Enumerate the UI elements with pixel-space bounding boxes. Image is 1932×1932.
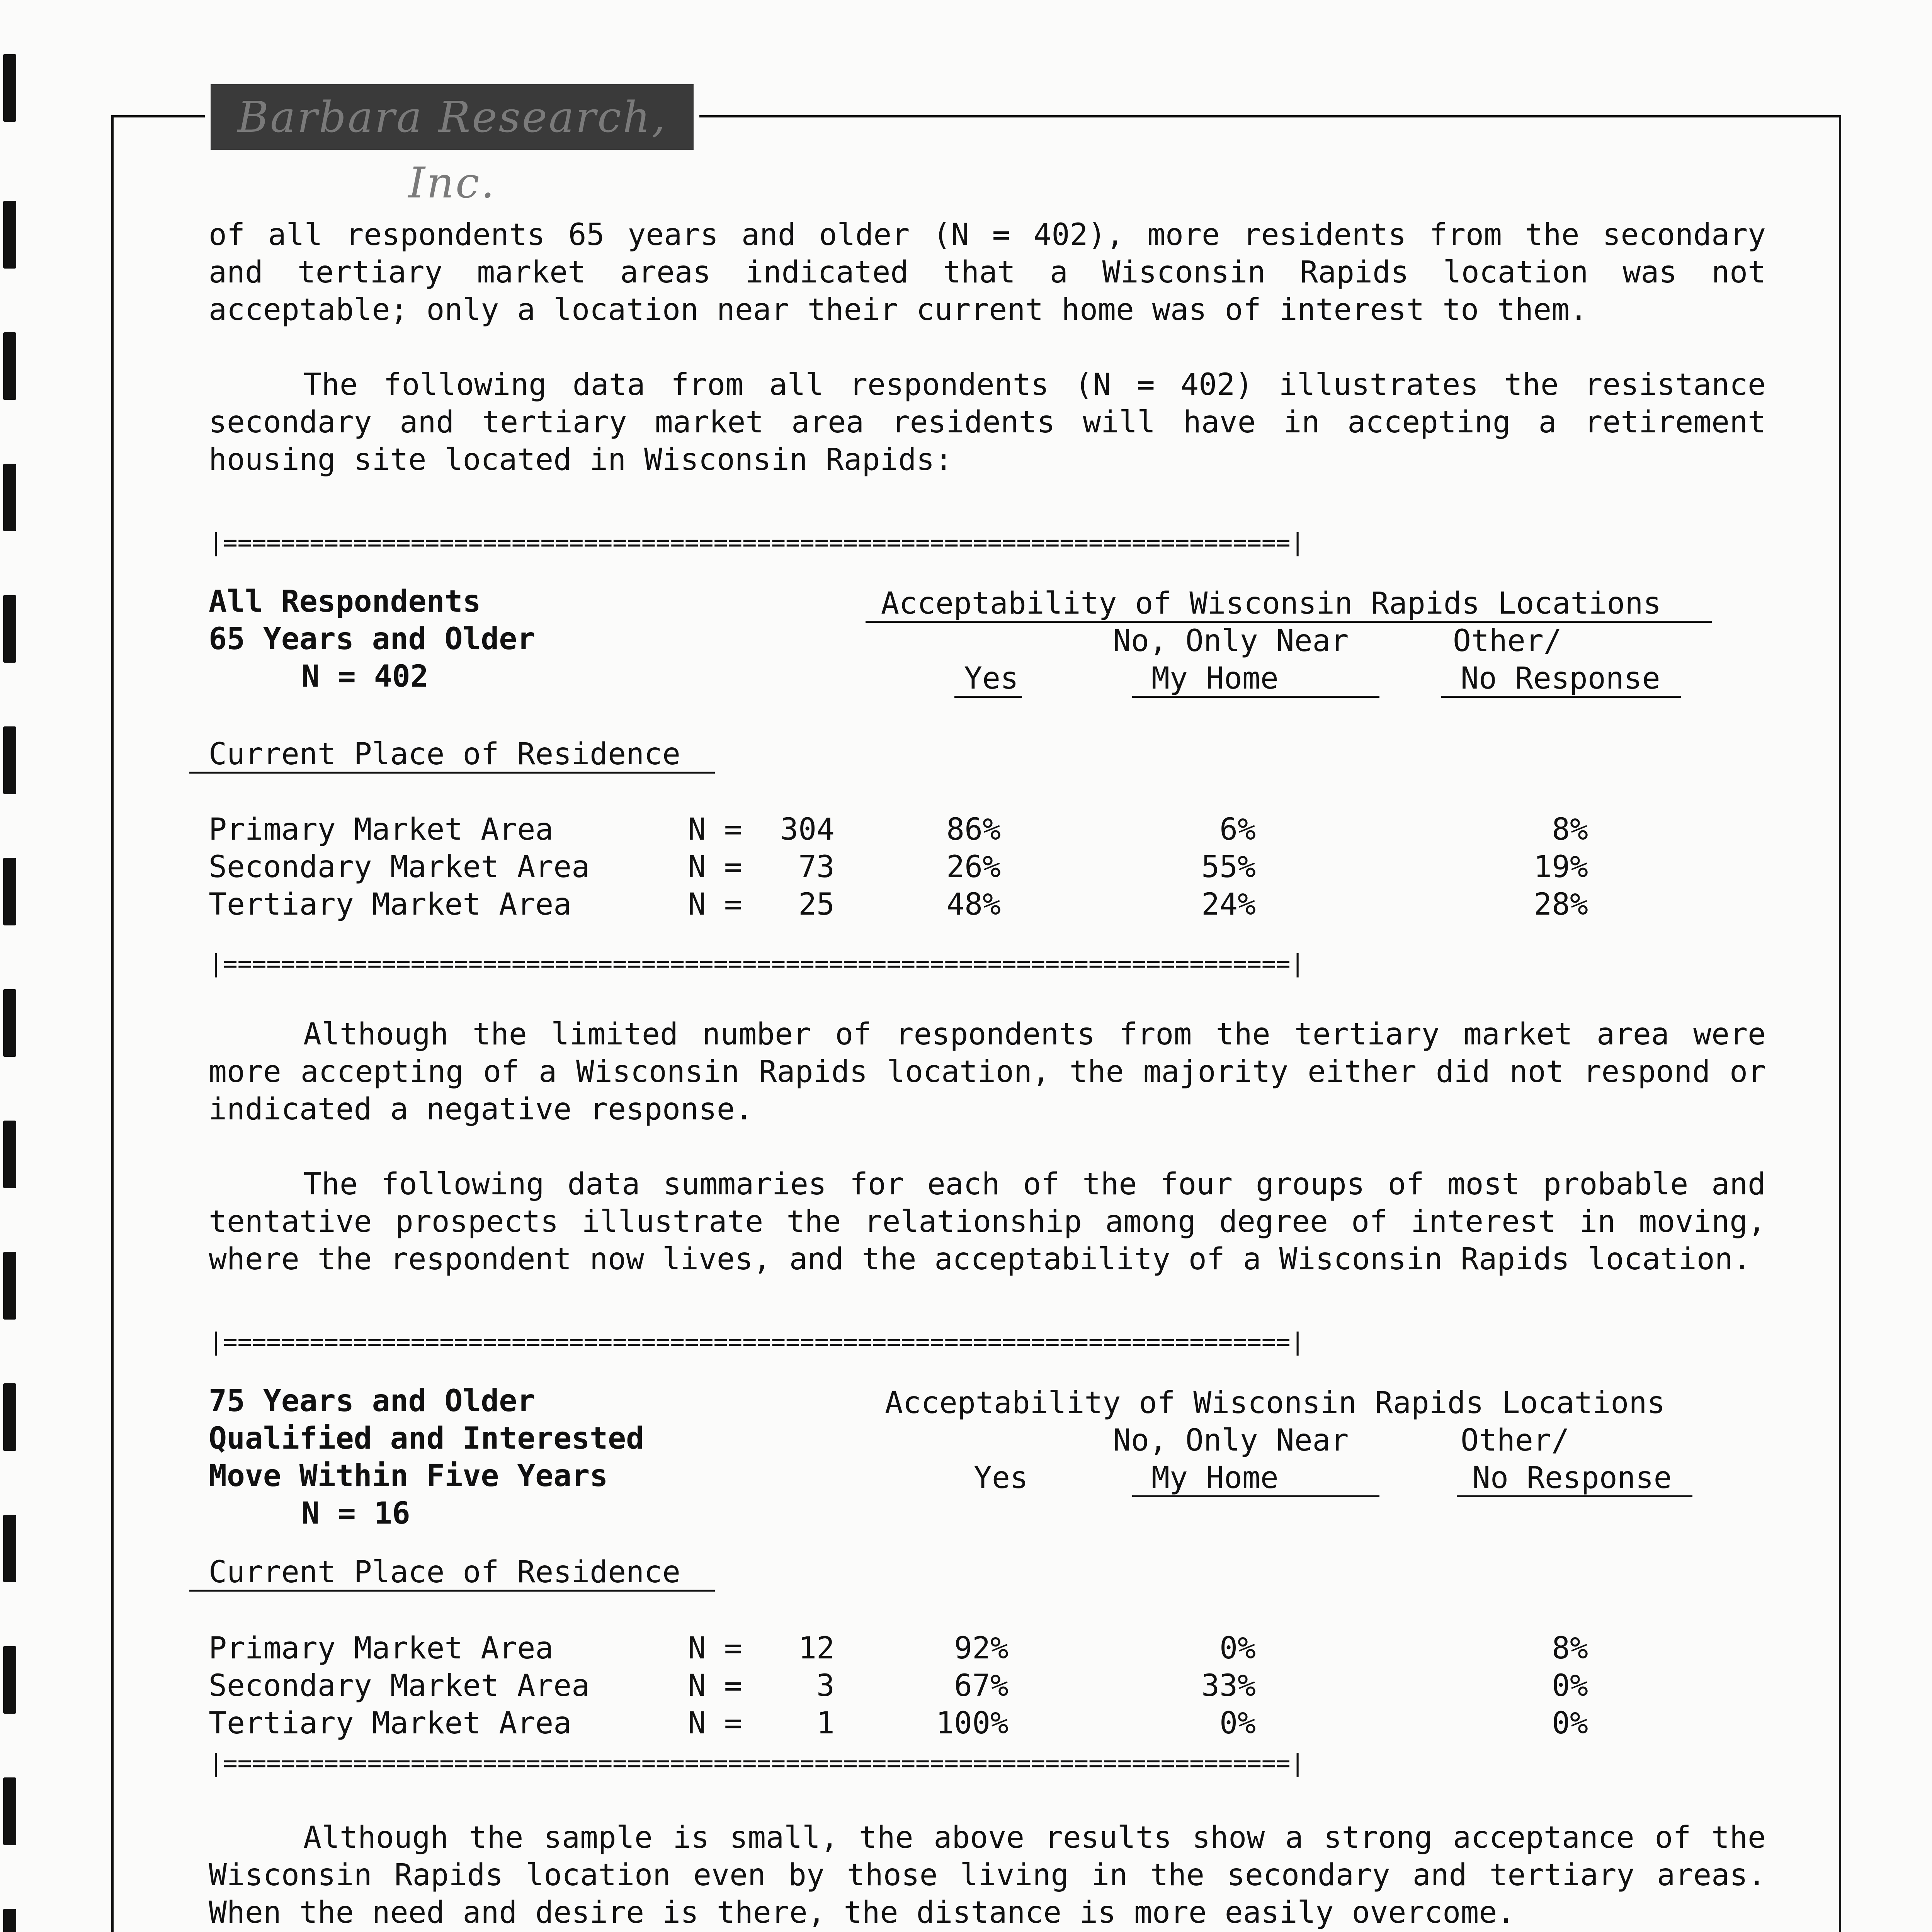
table1-row-n: 25	[798, 887, 835, 922]
table1-col-other-line2: No Response	[1461, 661, 1660, 696]
table2-title-line: Move Within Five Years	[209, 1459, 608, 1493]
table1-row-yes: 86%	[946, 812, 1001, 847]
row-header-underline	[189, 1590, 715, 1592]
binder-hole	[3, 332, 16, 400]
table2-row-yes: 67%	[954, 1668, 1009, 1703]
table2-row-area: Primary Market Area	[209, 1631, 554, 1666]
table2-col-other-line2: No Response	[1472, 1461, 1672, 1495]
table2-col-no-line2: My Home	[1151, 1461, 1279, 1495]
row-header-underline	[189, 772, 715, 774]
binder-hole	[3, 1515, 16, 1582]
table1-row-area: Secondary Market Area	[209, 850, 590, 884]
paragraph-1: of all respondents 65 years and older (N = 402), more residents from the secondary and tertiary market areas indicated that a Wisconsin Rapids location was not acceptable; only a location near their current home was of interest to them.	[209, 218, 1766, 327]
binder-hole	[3, 1121, 16, 1188]
binder-hole	[3, 1383, 16, 1451]
binder-hole	[3, 858, 16, 925]
binder-hole	[3, 1252, 16, 1320]
col-no-underline	[1132, 696, 1379, 698]
table2-col-other-line1: Other/	[1461, 1423, 1570, 1458]
table2-row-no: 0%	[1219, 1631, 1256, 1666]
table1-col-yes: Yes	[964, 661, 1019, 696]
company-logo: Barbara Research, Inc.	[211, 84, 694, 150]
table1-row-no: 24%	[1201, 887, 1256, 922]
table2-row-area: Tertiary Market Area	[209, 1706, 572, 1741]
table1-row-yes: 48%	[946, 887, 1001, 922]
table2-row-n: 12	[798, 1631, 835, 1666]
table-separator: |==========================================================================|	[209, 1328, 1305, 1356]
binder-holes	[3, 54, 19, 1932]
table-all-respondents	[209, 560, 1766, 966]
binder-hole	[3, 1777, 16, 1845]
table-75-and-older	[209, 1359, 1766, 1804]
table2-row-n: 1	[816, 1706, 835, 1741]
table1-row-no: 6%	[1219, 812, 1256, 847]
table2-row-n-label: N =	[688, 1631, 742, 1666]
table2-row-header: Current Place of Residence	[209, 1555, 680, 1590]
table1-row-yes: 26%	[946, 850, 1001, 884]
table2-row-no: 0%	[1219, 1706, 1256, 1741]
table2-row-n-label: N =	[688, 1668, 742, 1703]
table-separator: |==========================================================================|	[209, 949, 1305, 978]
table1-col-other-line1: Other/	[1453, 624, 1562, 658]
col-yes-underline	[954, 696, 1022, 698]
table2-row-yes: 92%	[954, 1631, 1009, 1666]
table2-row-other: 0%	[1552, 1668, 1588, 1703]
table1-group-header: Acceptability of Wisconsin Rapids Locations	[881, 586, 1662, 621]
col-other-underline	[1441, 696, 1681, 698]
table1-row-n: 73	[798, 850, 835, 884]
binder-hole	[3, 201, 16, 269]
table2-title-line: N = 16	[301, 1496, 410, 1531]
table2-row-n: 3	[816, 1668, 835, 1703]
table2-title-line: 75 Years and Older	[209, 1384, 536, 1418]
table1-row-area: Primary Market Area	[209, 812, 554, 847]
paragraph-2: The following data from all respondents (N = 402) illustrates the resistance secondary and tertiary market area residents will have in accepting a retirement housing site located in Wisconsin Rapids:	[209, 367, 1766, 477]
binder-hole	[3, 989, 16, 1057]
table1-row-header: Current Place of Residence	[209, 737, 680, 772]
table1-row-area: Tertiary Market Area	[209, 887, 572, 922]
table2-title-line: Qualified and Interested	[209, 1421, 645, 1456]
table2-row-no: 33%	[1201, 1668, 1256, 1703]
table1-row-n-label: N =	[688, 887, 742, 922]
table2-col-yes: Yes	[974, 1461, 1028, 1495]
table1-row-other: 19%	[1534, 850, 1588, 884]
table2-row-n-label: N =	[688, 1706, 742, 1741]
table1-col-no-line1: No, Only Near	[1113, 624, 1349, 658]
paragraph-3: Although the limited number of respondents from the tertiary market area were more accepting of a Wisconsin Rapids location, the majority either did not respond or indicated a negative response.	[209, 1017, 1766, 1127]
table1-row-other: 8%	[1552, 812, 1588, 847]
table1-row-other: 28%	[1534, 887, 1588, 922]
table1-col-no-line2: My Home	[1151, 661, 1279, 696]
table1-row-n-label: N =	[688, 812, 742, 847]
table1-title-line: N = 402	[301, 659, 429, 694]
table2-row-other: 8%	[1552, 1631, 1588, 1666]
table1-row-n: 304	[780, 812, 835, 847]
binder-hole	[3, 726, 16, 794]
table-separator: |==========================================================================|	[209, 1749, 1305, 1777]
binder-hole	[3, 1909, 16, 1932]
table1-title-line: All Respondents	[209, 584, 481, 619]
paragraph-5: Although the sample is small, the above results show a strong acceptance of the Wisconsin Rapids location even by those living in the secondary and tertiary areas. When the need and desire is there, the distance is more easily overcome.	[209, 1820, 1766, 1930]
table1-row-no: 55%	[1201, 850, 1256, 884]
page-content	[209, 216, 1766, 1932]
table2-row-yes: 100%	[936, 1706, 1009, 1741]
table1-title-line: 65 Years and Older	[209, 622, 536, 656]
col-no-underline	[1132, 1495, 1379, 1497]
binder-hole	[3, 595, 16, 663]
table1-row-n-label: N =	[688, 850, 742, 884]
col-other-underline	[1457, 1495, 1692, 1497]
table2-col-no-line1: No, Only Near	[1113, 1423, 1349, 1458]
table2-group-header: Acceptability of Wisconsin Rapids Locations	[885, 1386, 1665, 1420]
binder-hole	[3, 54, 16, 122]
table2-row-other: 0%	[1552, 1706, 1588, 1741]
binder-hole	[3, 464, 16, 531]
table2-row-area: Secondary Market Area	[209, 1668, 590, 1703]
table-separator: |==========================================================================|	[209, 528, 1305, 556]
binder-hole	[3, 1646, 16, 1714]
paragraph-4: The following data summaries for each of the four groups of most probable and tentative prospects illustrate the relationship among degree of interest in moving, where the respondent now lives, and the acceptability of a Wisconsin Rapids location.	[209, 1167, 1766, 1277]
